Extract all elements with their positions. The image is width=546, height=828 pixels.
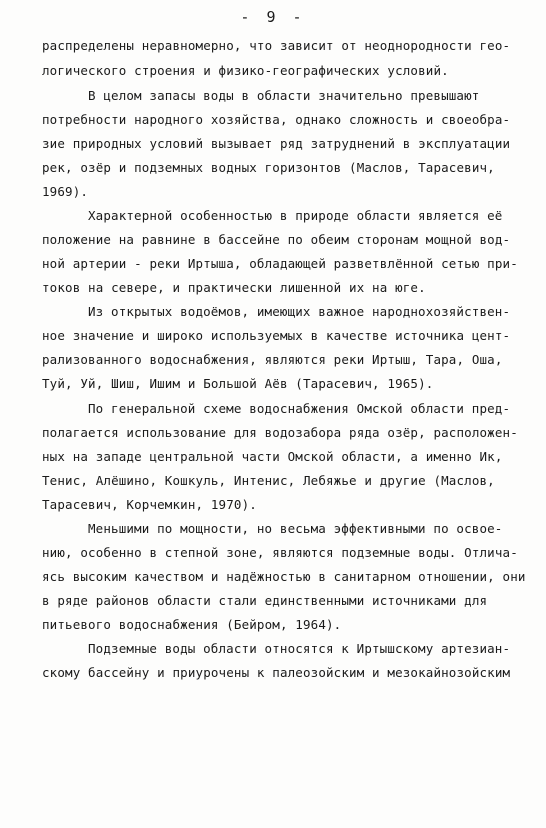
text-line: зие природных условий вызывает ряд затруднений в эксплуатации [42, 136, 511, 151]
text-line: ных на западе центральной части Омской области, а именно Ик, [42, 449, 503, 464]
text-line: положение на равнине в бассейне по обеим сторонам мощной вод- [42, 232, 511, 247]
text-line: рек, озёр и подземных водных горизонтов (Маслов, Тарасевич, [42, 160, 495, 175]
text-line: В целом запасы воды в области значительно превышают [88, 88, 480, 103]
text-line: распределены неравномерно, что зависит от неоднородности гео- [42, 38, 511, 53]
text-line: токов на севере, и практически лишенной их на юге. [42, 280, 426, 295]
text-line: ное значение и широко используемых в качестве источника цент- [42, 328, 511, 343]
text-line: Подземные воды области относятся к Иртышскому артезиан- [88, 641, 511, 656]
text-line: Тарасевич, Корчемкин, 1970). [42, 497, 257, 512]
text-line: 1969). [42, 184, 89, 199]
text-line: полагается использование для водозабора ряда озёр, расположен- [42, 425, 518, 440]
text-line: Меньшими по мощности, но весьма эффективными по освое- [88, 521, 503, 536]
text-line: Тенис, Алёшино, Кошкуль, Интенис, Лебяжье и другие (Маслов, [42, 473, 495, 488]
text-line: ной артерии - реки Иртыша, обладающей разветвлённой сетью при- [42, 256, 518, 271]
text-line: рализованного водоснабжения, являются реки Иртыш, Тара, Оша, [42, 352, 503, 367]
text-line: Туй, Уй, Шиш, Ишим и Большой Аёв (Тарасевич, 1965). [42, 376, 434, 391]
page-number: - 9 - [240, 8, 306, 26]
text-line: Характерной особенностью в природе области является её [88, 208, 503, 223]
text-line: в ряде районов области стали единственными источниками для [42, 593, 488, 608]
text-line: По генеральной схеме водоснабжения Омской области пред- [88, 401, 511, 416]
text-line: питьевого водоснабжения (Бейром, 1964). [42, 617, 342, 632]
text-line: потребности народного хозяйства, однако сложность и своеобра- [42, 112, 511, 127]
text-line: Из открытых водоёмов, имеющих важное народнохозяйствен- [88, 304, 511, 319]
text-line: скому бассейну и приурочены к палеозойским и мезокайнозойским [42, 665, 511, 680]
text-line: логического строения и физико-географических условий. [42, 63, 449, 78]
text-line: ясь высоким качеством и надёжностью в санитарном отношении, они [42, 569, 526, 584]
text-line: нию, особенно в степной зоне, являются подземные воды. Отлича- [42, 545, 518, 560]
